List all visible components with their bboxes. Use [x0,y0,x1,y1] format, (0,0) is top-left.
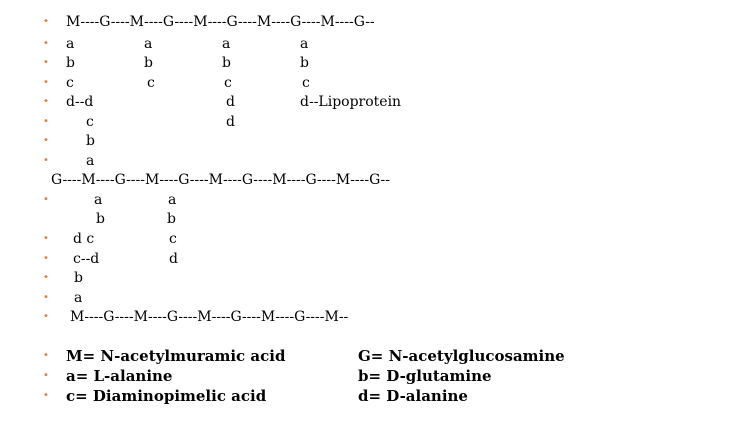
peptide-residue: d--Lipoprotein [300,94,402,110]
peptide-residue: a [94,192,103,208]
peptide-residue: b [86,133,95,149]
peptide-residue: c [224,75,232,91]
peptide-residue: c [169,231,177,247]
bullet-dot: • [43,57,49,68]
peptide-residue: b [167,211,176,227]
strand1-peptide-row [0,112,733,132]
peptide-residue: a [300,36,309,52]
legend-row [0,346,733,366]
peptide-residue: d [226,114,235,130]
peptide-residue: b [66,55,75,71]
strand2-peptide-row [0,209,733,229]
bullet-dot: • [43,155,49,166]
strand2-backbone-line [0,170,733,190]
peptide-residue: b [222,55,231,71]
peptide-residue: a [144,36,153,52]
glycan-backbone: G----M----G----M----G----M----G----M----G----M----G-- [51,172,391,188]
peptide-residue: d c [73,231,95,247]
legend-entry: d= D-alanine [358,387,468,405]
bullet-dot: • [43,116,49,127]
peptide-residue: d--d [66,94,94,110]
peptide-residue: a [74,290,83,306]
peptide-residue: c [86,114,94,130]
peptide-residue: c [302,75,310,91]
peptide-residue: b [144,55,153,71]
glycan-backbone: M----G----M----G----M----G----M----G----M-- [70,309,349,325]
strand2-peptide-row [0,268,733,288]
peptide-residue: a [86,153,95,169]
peptide-residue: c [66,75,74,91]
strand1-peptide-row [0,73,733,93]
legend-row [0,386,733,406]
peptide-residue: d [169,251,178,267]
legend-entry: b= D-glutamine [358,367,492,385]
bullet-dot: • [43,77,49,88]
legend-entry: c= Diaminopimelic acid [66,387,267,405]
peptide-residue: c [147,75,155,91]
strand2-peptide-row [0,190,733,210]
peptide-residue: b [300,55,309,71]
strand1-peptide-row [0,53,733,73]
strand1-backbone-line [0,12,733,32]
legend-row [0,366,733,386]
bullet-dot: • [43,292,49,303]
bullet-dot: • [43,233,49,244]
strand2-peptide-row [0,288,733,308]
legend-entry: G= N-acetylglucosamine [358,347,565,365]
bullet-dot: • [43,16,49,27]
strand1-peptide-row [0,34,733,54]
bullet-dot: • [43,194,49,205]
bullet-dot: • [43,135,49,146]
peptide-residue: a [222,36,231,52]
peptide-residue: a [66,36,75,52]
strand1-peptide-row [0,131,733,151]
bullet-dot: • [43,370,49,381]
legend-entry: M= N-acetylmuramic acid [66,347,286,365]
peptide-residue: d [226,94,235,110]
bullet-dot: • [43,96,49,107]
strand2-peptide-row [0,229,733,249]
bullet-dot: • [43,390,49,401]
strand1-peptide-row [0,92,733,112]
bullet-dot: • [43,253,49,264]
glycan-backbone: M----G----M----G----M----G----M----G----M----G-- [66,14,375,30]
strand1-peptide-row [0,151,733,171]
bullet-dot: • [43,350,49,361]
strand2-peptide-row [0,249,733,269]
strand3-backbone-line [0,307,733,327]
peptide-residue: b [96,211,105,227]
legend-entry: a= L-alanine [66,367,173,385]
peptide-residue: a [168,192,177,208]
peptide-residue: b [74,270,83,286]
bullet-dot: • [43,311,49,322]
bullet-dot: • [43,38,49,49]
bullet-dot: • [43,272,49,283]
peptide-residue: c--d [73,251,100,267]
